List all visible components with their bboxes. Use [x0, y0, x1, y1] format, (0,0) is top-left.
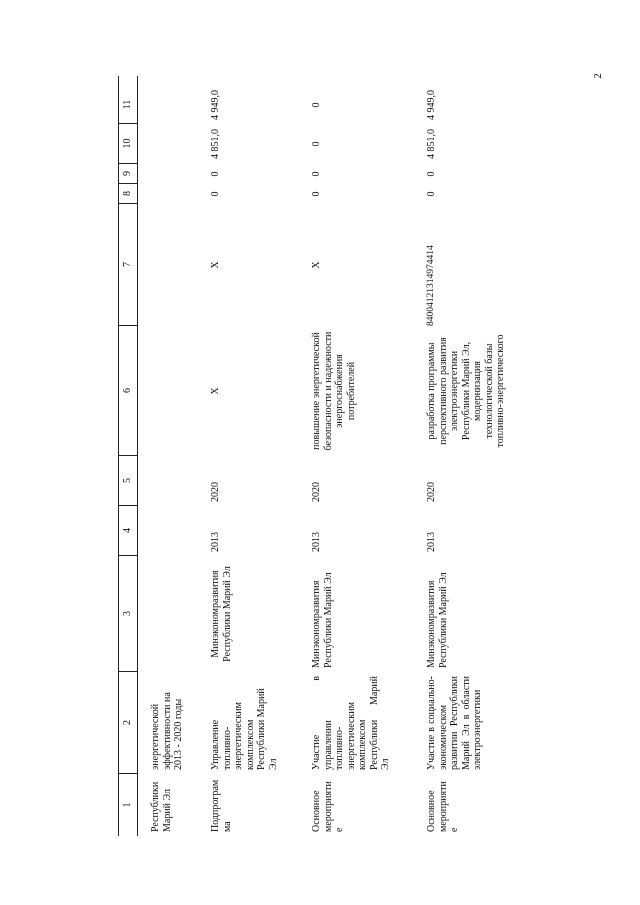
cell-executor: Минэкономразвития Республики Марий Эл — [311, 572, 334, 668]
cell-type: Основное мероприятие — [311, 781, 345, 832]
col-header-2: 2 — [119, 672, 137, 774]
table-row — [150, 76, 185, 836]
cell-col8: 0 — [311, 191, 322, 197]
col-header-4: 4 — [119, 506, 137, 556]
table-row — [210, 76, 279, 836]
cell-region: Республики Марий Эл — [150, 781, 173, 832]
cell-name: Участие в социально-экономическом развитии Республики Марий Эл в области электроэнергетики — [426, 676, 483, 770]
cell-end-year: 2020 — [426, 482, 437, 502]
cell-type: Подпрограмма — [210, 779, 233, 832]
col-header-7: 7 — [119, 204, 137, 326]
cell-col11: 4 949,0 — [210, 90, 221, 120]
cell-name: Управление топливно-энергетическим комплексом Республики Марий Эл — [210, 688, 279, 770]
cell-col9: 0 — [210, 171, 221, 177]
cell-result: X — [210, 387, 221, 395]
table-row — [311, 76, 392, 836]
col-header-5: 5 — [119, 456, 137, 506]
col-header-8: 8 — [119, 184, 137, 204]
cell-code: 84004121314974414 — [426, 245, 436, 326]
cell-col10: 4 851,0 — [426, 129, 437, 159]
col-header-1: 1 — [122, 802, 133, 808]
cell-end-year: 2020 — [210, 482, 221, 502]
cell-col11: 4 949,0 — [426, 90, 437, 120]
cell-start-year: 2013 — [426, 532, 437, 552]
cell-start-year: 2013 — [311, 532, 322, 552]
cell-col9: 0 — [426, 171, 437, 177]
cell-program-name: энергетической эффективности на 2013 - 2020 годы — [150, 692, 184, 770]
cell-code: X — [210, 261, 221, 269]
table-row — [426, 76, 507, 836]
col-header-3: 3 — [119, 556, 137, 672]
cell-col9: 0 — [311, 171, 322, 177]
col-header-6: 6 — [119, 326, 137, 456]
page-number: 2 — [591, 73, 604, 79]
cell-code: X — [311, 261, 322, 269]
cell-col10: 4 851,0 — [210, 129, 221, 159]
cell-col8: 0 — [210, 191, 221, 197]
col-header-11: 11 — [119, 86, 137, 124]
cell-name: Участие в управлении топливно-энергетическим комплексом Республики Марий Эл — [311, 676, 391, 770]
col-header-10: 10 — [119, 124, 137, 164]
table-header — [118, 76, 138, 836]
cell-executor: Минэкономразвития Республики Марий Эл — [210, 566, 233, 662]
cell-end-year: 2020 — [311, 482, 322, 502]
cell-executor: Минэкономразвития Республики Марий Эл — [426, 572, 449, 668]
cell-col10: 0 — [311, 141, 322, 147]
cell-start-year: 2013 — [210, 532, 221, 552]
rotated-table — [118, 76, 598, 836]
cell-type: Основное мероприятие — [426, 781, 460, 832]
col-header-9: 9 — [119, 164, 137, 184]
cell-result: разработка программы перспективного развития электроэнергетики Республики Марий Эл, модернизация технологической базы топливно-энергетического — [426, 334, 506, 448]
cell-col8: 0 — [426, 191, 437, 197]
cell-col11: 0 — [311, 102, 322, 108]
cell-result: повышение энергетической безопасности и надежности энергоснабжения потребителей — [311, 331, 357, 451]
